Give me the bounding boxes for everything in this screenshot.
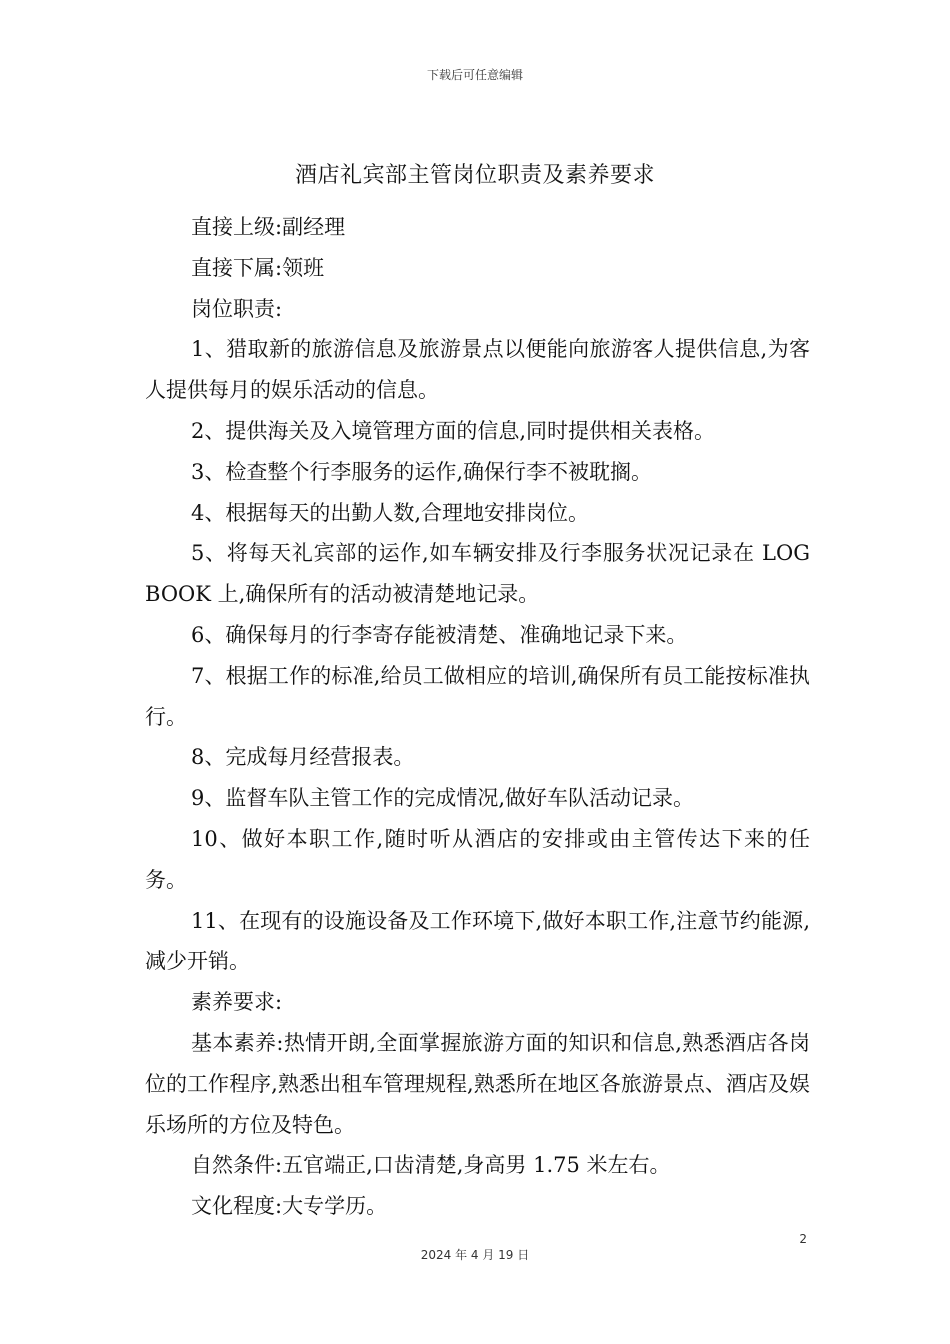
qualification-item: 基本素养:热情开朗,全面掌握旅游方面的知识和信息,熟悉酒店各岗位的工作程序,熟悉出租车管理规程,熟悉所在地区各旅游景点、酒店及娱乐场所的方位及特色。 — [145, 1030, 810, 1137]
page-number: 2 — [799, 1232, 807, 1246]
duty-item: 7、根据工作的标准,给员工做相应的培训,确保所有员工能按标准执行。 — [145, 663, 810, 729]
page-header-note: 下载后可任意编辑 — [426, 68, 523, 82]
duty-item: 4、根据每天的出勤人数,合理地安排岗位。 — [191, 500, 590, 525]
duty-item: 3、检查整个行李服务的运作,确保行李不被耽搁。 — [191, 459, 653, 484]
footer-date: 2024 年 4 月 19 日 — [420, 1248, 530, 1262]
duty-item: 1、猎取新的旅游信息及旅游景点以便能向旅游客人提供信息,为客人提供每月的娱乐活动的信息。 — [145, 337, 810, 403]
document-title: 酒店礼宾部主管岗位职责及素养要求 — [294, 163, 655, 188]
qualification-item: 自然条件:五官端正,口齿清楚,身高男 1.75 米左右。 — [191, 1153, 671, 1178]
paragraph-supervisor: 直接上级:副经理 — [191, 215, 346, 239]
duty-item: 11、在现有的设施设备及工作环境下,做好本职工作,注意节约能源,减少开销。 — [145, 908, 810, 974]
duty-item: 2、提供海关及入境管理方面的信息,同时提供相关表格。 — [191, 418, 716, 443]
duty-item: 6、确保每月的行李寄存能被清楚、准确地记录下来。 — [191, 622, 688, 647]
document-body — [145, 207, 810, 1227]
section-heading-duties: 岗位职责: — [191, 296, 283, 321]
duty-item: 8、完成每月经营报表。 — [191, 745, 415, 770]
qualification-item: 文化程度:大专学历。 — [191, 1194, 388, 1219]
duty-item: 9、监督车队主管工作的完成情况,做好车队活动记录。 — [191, 786, 695, 811]
paragraph-subordinate: 直接下属:领班 — [191, 255, 325, 280]
duty-item: 10、做好本职工作,随时听从酒店的安排或由主管传达下来的任务。 — [145, 826, 810, 892]
section-heading-qualifications: 素养要求: — [191, 990, 283, 1015]
duty-item: 5、将每天礼宾部的运作,如车辆安排及行李服务状况记录在 LOG BOOK 上,确保所有的活动被清楚地记录。 — [145, 541, 810, 607]
